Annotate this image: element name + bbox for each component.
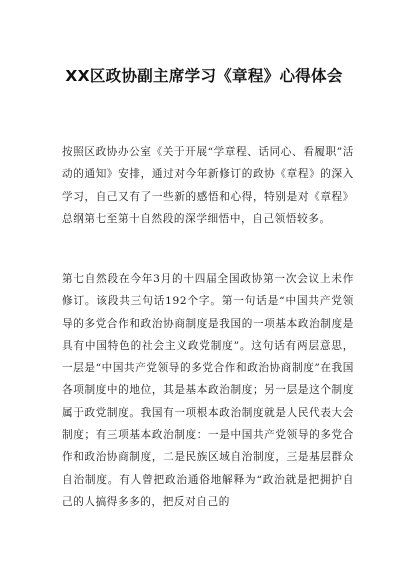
- paragraph-seventh-section: 第七自然段在今年3月的十四届全国政协第一次会议上未作修订。该段共三句话192个字。第一句话是“中国共产党领导的多党合作和政治协商制度是我国的一项基本政治制度是具有中国特色的社会主义政党制度”。这句话有两层意思，一层是“中国共产党领导的多党合作和政治协商制度”在我国各项制度中的地位，其是基本政治制度；另一层是这个制度属于政党制度。我国有一项根本政治制度就是人民代表大会制度；有三项基本政治制度：一是中国共产党领导的多党合作和政治协商制度，二是民族区域自治制度，三是基层群众自治制度。有人曾把政治通俗地解释为“政治就是把拥护自己的人搞得多多的，把反对自己的: [62, 273, 354, 508]
- document-title: XX区政协副主席学习《章程》心得体会: [65, 67, 343, 85]
- paragraph-intro: 按照区政协办公室《关于开展“学章程、话同心、看履职”活动的通知》安排，通过对今年新修订的政协《章程》的深入学习，自己又有了一些新的感悟和心得，特别是对《章程》总纲第七至第十自然段的深学细悟中，自己领悟较多。: [62, 146, 354, 225]
